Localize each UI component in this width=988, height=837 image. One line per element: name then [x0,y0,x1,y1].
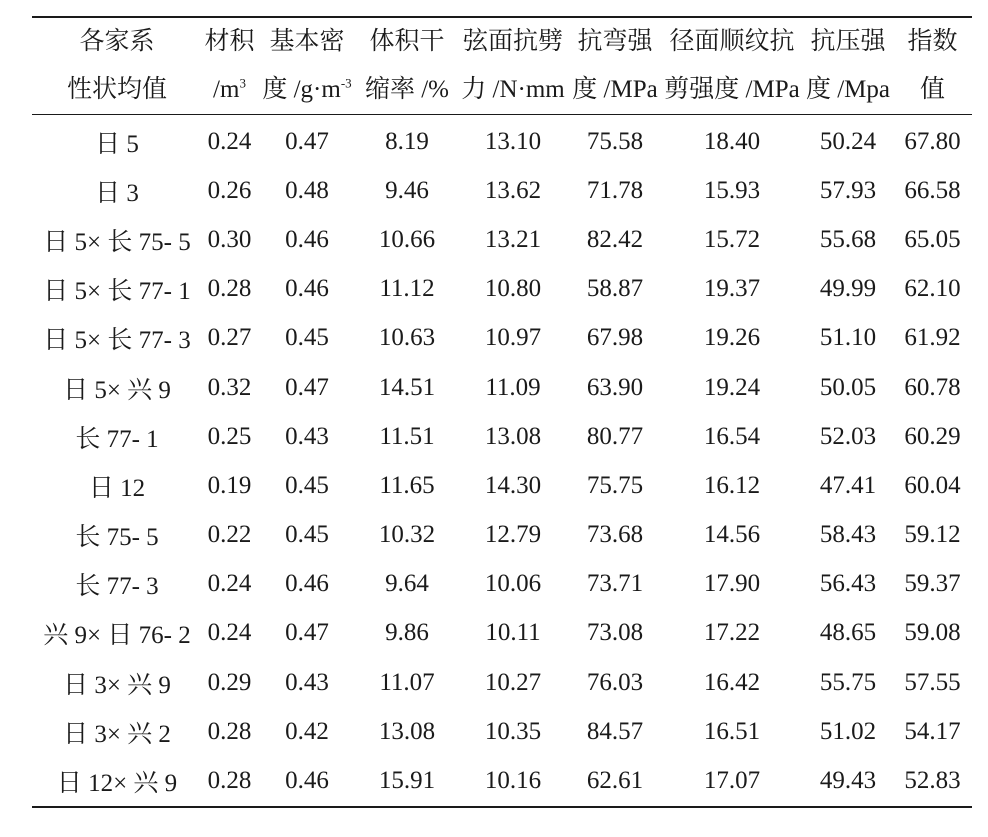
value-cell: 57.93 [819,176,877,204]
column-header [661,17,803,115]
value-cell: 80.77 [586,422,644,450]
value-cell: 0.24 [207,127,252,155]
table-row [32,166,972,215]
value-cell: 8.19 [385,127,429,155]
value-cell: 0.24 [207,570,252,598]
value-cell: 14.51 [378,373,436,401]
value-cell: 75.75 [586,471,644,499]
value-cell: 48.65 [819,619,877,647]
value-cell: 60.04 [904,471,961,499]
value-cell: 0.45 [285,471,329,499]
column-header-superscript: 3 [239,75,246,91]
value-cell: 59.37 [904,570,961,598]
value-cell: 11.65 [379,471,435,499]
value-cell: 10.66 [378,225,436,253]
value-cell: 13.62 [484,176,542,204]
table-row [32,658,972,707]
family-traits-table [32,16,972,808]
value-cell: 11.51 [379,422,435,450]
value-cell: 58.43 [819,521,877,549]
value-cell: 9.86 [385,619,429,647]
value-cell: 0.45 [285,521,329,549]
value-cell: 0.47 [285,127,329,155]
value-cell: 52.03 [819,422,877,450]
value-cell: 16.12 [703,471,761,499]
column-header-line2-text: 力 /N·mm [461,76,565,103]
value-cell: 17.22 [703,619,761,647]
value-cell: 0.24 [207,619,252,647]
column-header-line1: 体积干 [369,28,445,55]
value-cell: 55.68 [819,225,877,253]
value-cell: 0.27 [207,324,252,352]
value-cell: 54.17 [904,717,961,745]
value-cell: 62.61 [569,756,661,806]
column-header-line2 [661,66,803,114]
value-cell: 11.07 [379,668,435,696]
column-header-line2-text: 度 /g·m [262,76,341,103]
value-cell: 67.80 [904,127,961,155]
value-cell: 59.08 [904,619,961,647]
column-header [893,17,972,115]
value-cell: 63.90 [586,373,644,401]
table-row [32,609,972,658]
family-name-cell: 日 12× 兴 9 [32,756,202,806]
value-cell: 76.03 [586,668,644,696]
value-cell: 60.78 [904,373,961,401]
value-cell: 65.05 [904,225,961,253]
value-cell: 0.48 [285,176,329,204]
value-cell: 0.26 [207,176,252,204]
table-row [32,756,972,806]
value-cell: 73.08 [586,619,644,647]
column-header-line2 [803,66,893,114]
value-cell: 49.99 [819,275,877,303]
table-row [32,115,972,167]
header-row [32,17,972,115]
column-header-superscript: -3 [340,75,352,91]
column-header-line2-text: 值 [919,76,945,103]
value-cell: 10.80 [484,275,542,303]
value-cell: 0.46 [285,570,329,598]
family-name-cell: 日 5× 长 75- 5 [43,228,191,256]
column-header-line1: 基本密 [269,28,345,55]
value-cell: 16.54 [703,422,761,450]
value-cell: 14.30 [484,471,542,499]
value-cell: 16.51 [703,717,761,745]
value-cell: 0.43 [285,668,329,696]
column-header-line2 [257,66,357,114]
column-header-line2 [893,66,972,114]
column-header-line2-text: 度 /MPa [572,76,658,103]
column-header-line2-text: 性状均值 [66,76,167,103]
value-cell: 0.25 [207,422,252,450]
value-cell: 0.32 [207,373,252,401]
table-row [32,363,972,412]
family-name-cell: 日 5× 兴 9 [63,376,171,404]
value-cell: 0.46 [285,225,329,253]
value-cell: 0.46 [257,756,357,806]
value-cell: 50.05 [819,373,877,401]
value-cell: 58.87 [586,275,644,303]
value-cell: 10.16 [457,756,569,806]
value-cell: 73.71 [586,570,644,598]
value-cell: 62.10 [904,275,961,303]
data-table-container [32,16,972,808]
value-cell: 16.42 [703,668,761,696]
value-cell: 0.46 [285,275,329,303]
column-header-line2-text: 缩率 /% [364,76,450,103]
value-cell: 84.57 [586,717,644,745]
table-row [32,707,972,756]
value-cell: 0.22 [207,521,252,549]
value-cell: 52.83 [893,756,972,806]
value-cell: 14.56 [703,521,761,549]
value-cell: 0.47 [285,619,329,647]
value-cell: 11.09 [485,373,541,401]
column-header [32,17,202,115]
value-cell: 13.08 [378,717,436,745]
value-cell: 56.43 [819,570,877,598]
family-name-cell: 日 5× 长 77- 3 [43,327,191,355]
value-cell: 15.72 [703,225,761,253]
family-name-cell: 长 77- 1 [75,425,159,453]
column-header-line2 [357,66,457,114]
value-cell: 10.97 [484,324,542,352]
value-cell: 0.19 [207,471,252,499]
column-header [257,17,357,115]
value-cell: 17.07 [661,756,803,806]
value-cell: 19.26 [703,324,761,352]
value-cell: 0.28 [207,275,252,303]
column-header-line1: 抗压强 [810,28,886,55]
column-header-line2-text: /m [213,76,240,103]
value-cell: 12.79 [484,521,542,549]
value-cell: 19.24 [703,373,761,401]
value-cell: 61.92 [904,324,961,352]
family-name-cell: 长 75- 5 [75,524,159,552]
value-cell: 13.21 [484,225,542,253]
value-cell: 13.08 [484,422,542,450]
value-cell: 10.32 [378,521,436,549]
value-cell: 15.91 [357,756,457,806]
value-cell: 75.58 [586,127,644,155]
value-cell: 9.64 [385,570,429,598]
value-cell: 0.43 [285,422,329,450]
column-header [457,17,569,115]
value-cell: 0.30 [207,225,252,253]
family-name-cell: 长 77- 3 [75,573,159,601]
table-row [32,461,972,510]
table-header [32,17,972,115]
column-header [569,17,661,115]
value-cell: 82.42 [586,225,644,253]
value-cell: 59.12 [904,521,961,549]
table-row [32,265,972,314]
column-header [803,17,893,115]
family-name-cell: 兴 9× 日 76- 2 [43,622,191,650]
value-cell: 17.90 [703,570,761,598]
value-cell: 15.93 [703,176,761,204]
value-cell: 50.24 [819,127,877,155]
value-cell: 0.45 [285,324,329,352]
column-header [202,17,257,115]
column-header-line1: 各家系 [79,28,155,55]
table-row [32,215,972,264]
column-header [357,17,457,115]
column-header-line1: 抗弯强 [577,28,653,55]
table-row [32,314,972,363]
family-name-cell: 日 5 [95,130,139,158]
value-cell: 55.75 [819,668,877,696]
value-cell: 10.27 [484,668,542,696]
value-cell: 73.68 [586,521,644,549]
table-row [32,560,972,609]
column-header-line1: 弦面抗劈 [462,28,563,55]
column-header-line2 [202,66,257,114]
value-cell: 60.29 [904,422,961,450]
family-name-cell: 日 3× 兴 9 [63,671,171,699]
value-cell: 13.10 [484,127,542,155]
column-header-line1: 径面顺纹抗 [669,28,795,55]
value-cell: 0.28 [207,717,252,745]
value-cell: 0.28 [202,756,257,806]
value-cell: 10.35 [484,717,542,745]
value-cell: 11.12 [379,275,435,303]
column-header-line2 [32,66,202,114]
value-cell: 51.02 [819,717,877,745]
value-cell: 10.11 [485,619,541,647]
family-name-cell: 日 5× 长 77- 1 [43,278,191,306]
value-cell: 67.98 [586,324,644,352]
value-cell: 0.47 [285,373,329,401]
column-header-line1: 材积 [204,28,255,55]
value-cell: 57.55 [904,668,961,696]
column-header-line2 [569,66,661,114]
family-name-cell: 日 3× 兴 2 [63,720,171,748]
column-header-line2-text: 剪强度 /MPa [664,76,800,103]
value-cell: 0.29 [207,668,252,696]
value-cell: 10.63 [378,324,436,352]
value-cell: 51.10 [819,324,877,352]
value-cell: 47.41 [819,471,877,499]
table-body [32,115,972,807]
table-row [32,511,972,560]
value-cell: 19.37 [703,275,761,303]
value-cell: 71.78 [586,176,644,204]
column-header-line1: 指数 [907,28,958,55]
family-name-cell: 日 3 [95,179,139,207]
value-cell: 18.40 [703,127,761,155]
value-cell: 10.06 [484,570,542,598]
family-name-cell: 日 12 [88,474,146,502]
value-cell: 9.46 [385,176,429,204]
column-header-line2 [457,66,569,114]
table-row [32,412,972,461]
value-cell: 66.58 [904,176,961,204]
value-cell: 49.43 [803,756,893,806]
column-header-line2-text: 度 /Mpa [805,76,891,103]
value-cell: 0.42 [285,717,329,745]
